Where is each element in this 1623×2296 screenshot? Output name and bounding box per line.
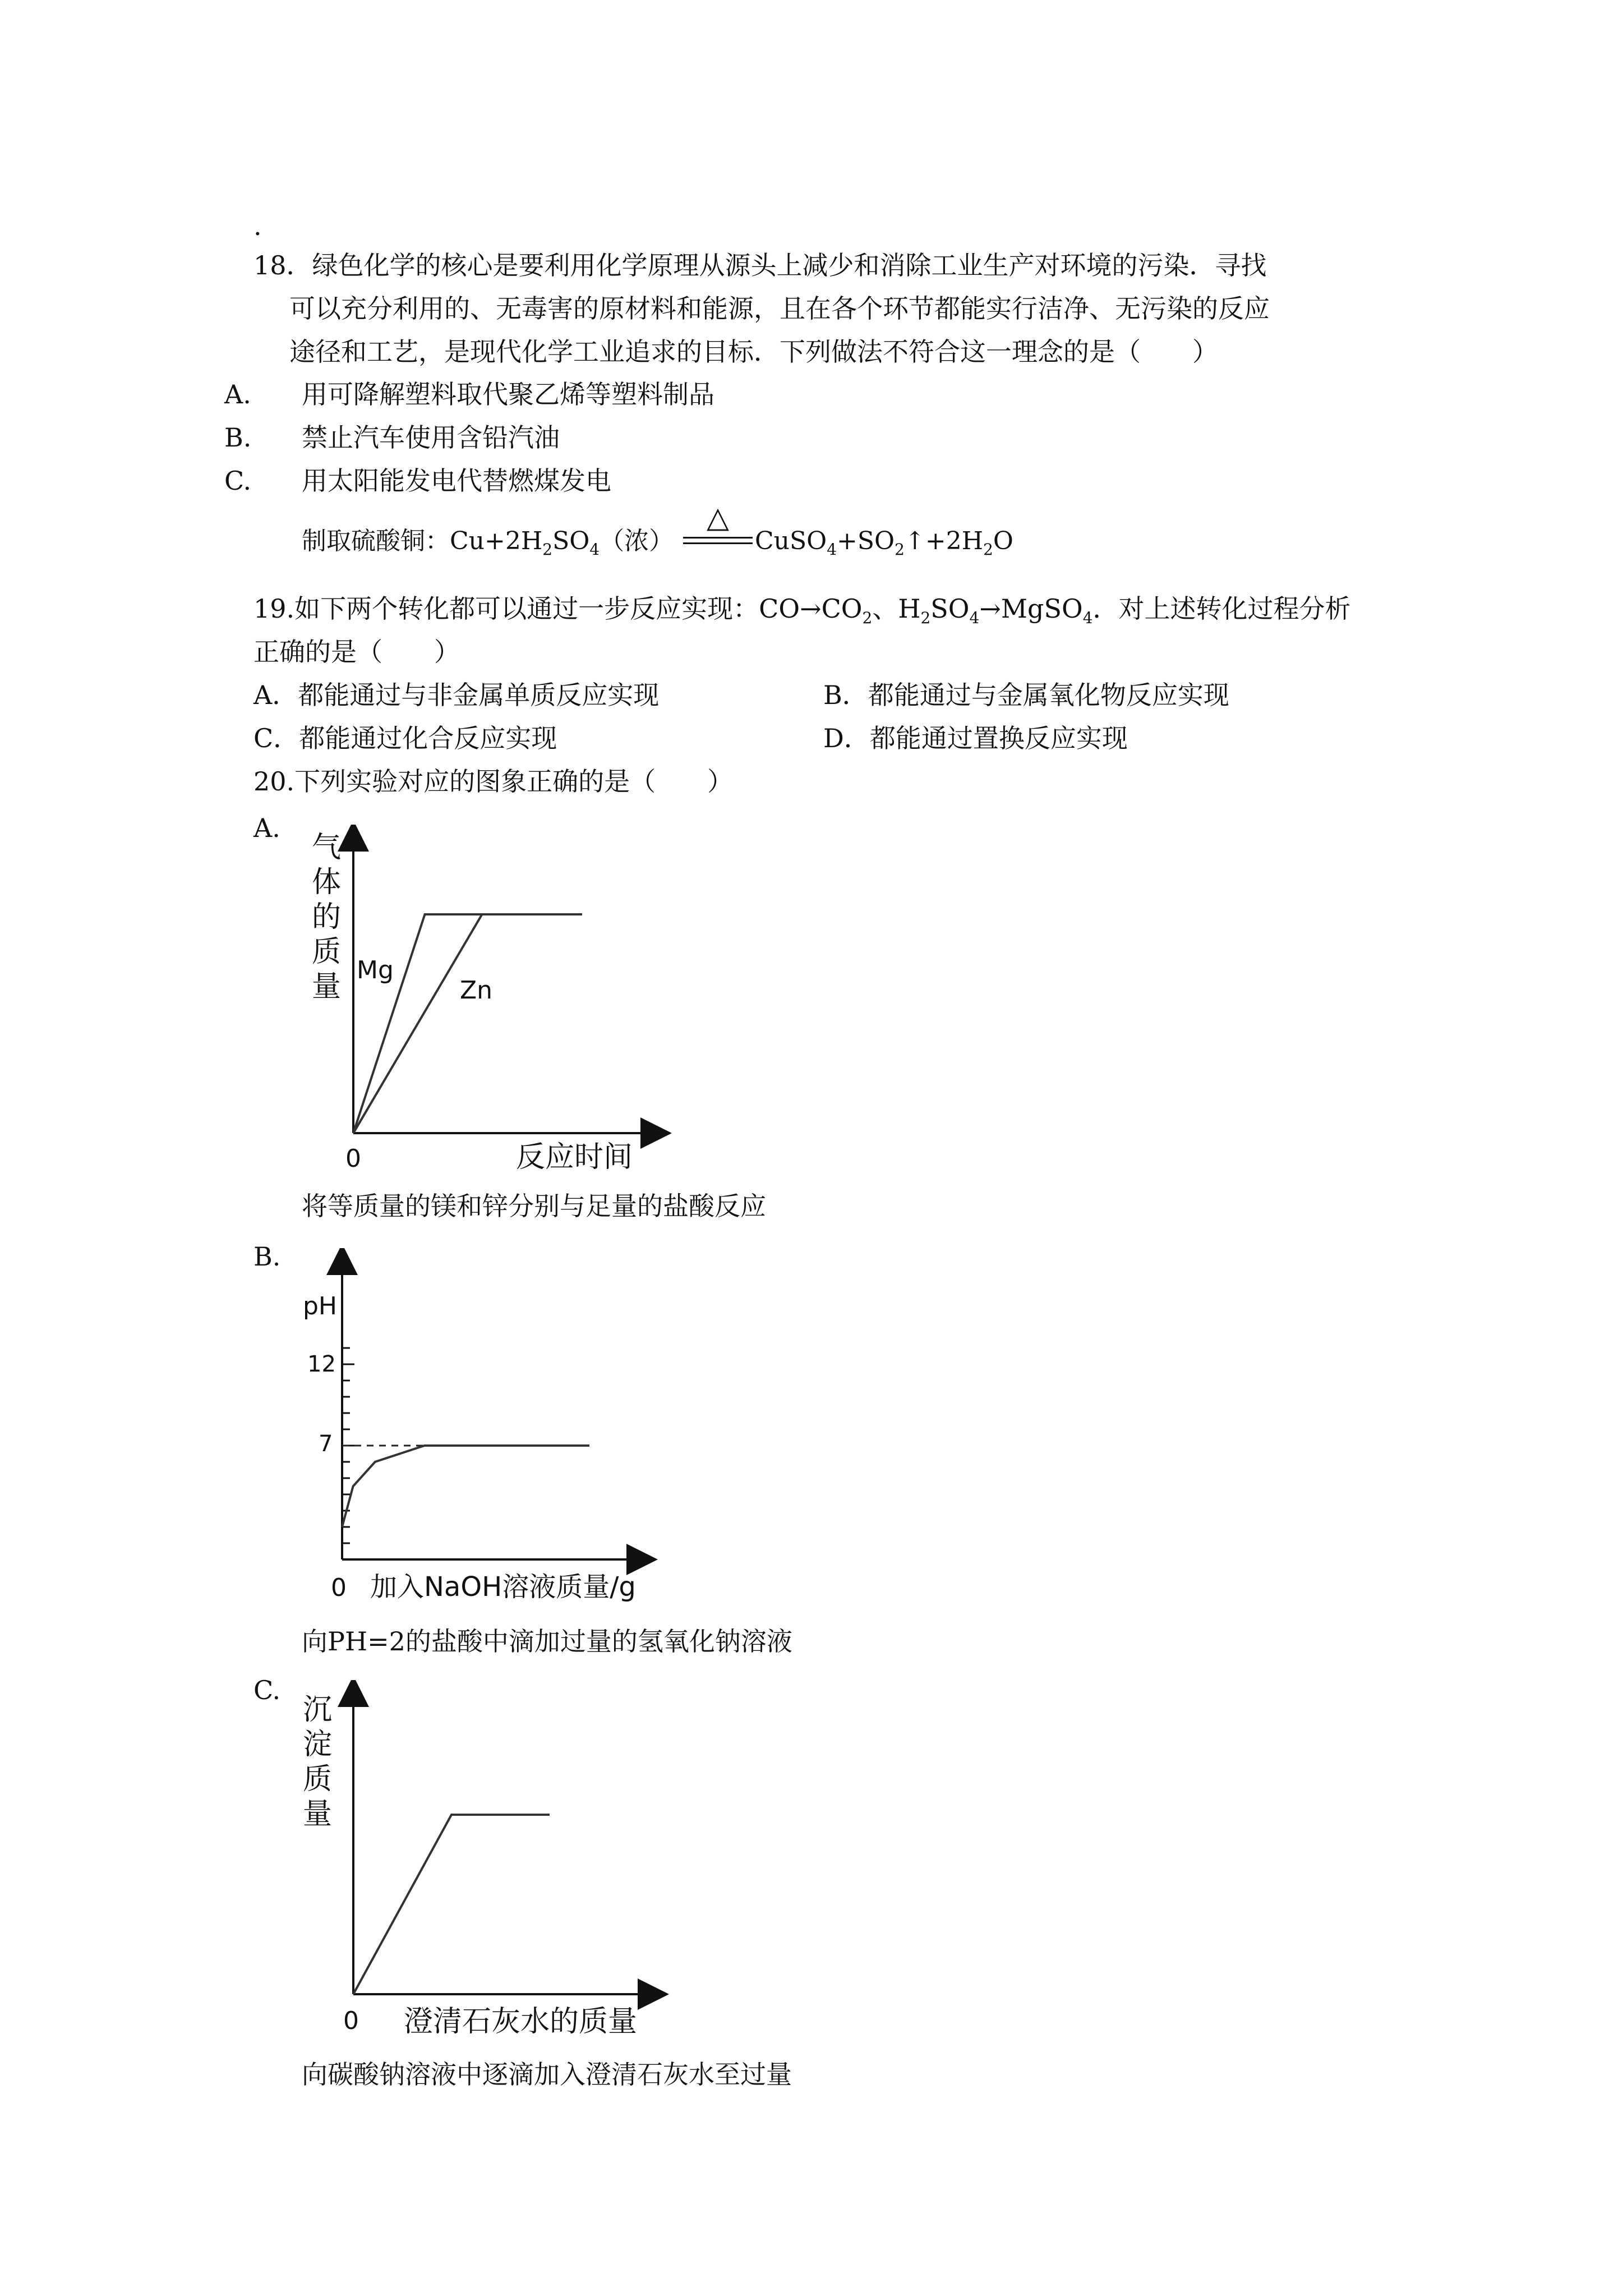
q18-equation-condition [679,502,757,558]
q19-option-c [253,717,557,760]
graph-c-ylabel-char-3: 质 [303,1763,333,1796]
graph-a-ylabel-char-5: 量 [312,970,342,1004]
q19-option-a-letter: A． [253,680,298,710]
q19-option-a-text: 都能通过与非金属单质反应实现 [298,680,660,710]
graph-a-series-zn-label: Zn [460,976,493,1005]
q18-option-b-letter: B. [224,422,252,453]
graph-c-ylabel-char-2: 淀 [303,1728,333,1761]
graph-a-series-mg-line [353,914,582,1133]
graph-c-ylabel-char-1: 沉 [303,1693,333,1727]
graph-b-ylabel: pH [303,1292,338,1320]
equals-line-bottom [683,542,753,544]
q18-option-a-letter: A. [224,379,251,409]
graph-b-xlabel: 加入NaOH溶液质量/g [370,1571,636,1603]
q19-option-c-text: 都能通过化合反应实现 [299,723,557,753]
q18-option-b-text: 禁止汽车使用含铅汽油 [302,422,560,453]
q18-equation-left: 制取硫酸铜：$Cu+2H_2SO_4$（浓） [302,527,674,559]
q20-option-a-letter: A. [253,813,280,843]
graph-a-xlabel: 反应时间 [516,1140,633,1174]
heat-triangle-icon: △ [707,501,729,535]
graph-c [292,1680,695,2050]
q19-option-d-text: 都能通过置换反应实现 [869,723,1128,753]
graph-a [292,825,695,1189]
q19-option-a [253,674,659,716]
graph-b-series-line [342,1446,589,1527]
q18-equation-right: $CuSO_4+SO_2↑+2H_2O$ [755,527,1013,559]
q19-option-d [823,717,1128,760]
q19-stem-line1: 19.如下两个转化都可以通过一步反应实现：$CO\to CO_2$、$H_2SO_4\to MgSO_4$．对上述转化过程分析 [253,593,1351,628]
page-dot: . [253,211,262,241]
q18-stem-line3: 途径和工艺，是现代化学工业追求的目标．下列做法不符合这一理念的是（ ） [289,337,1218,367]
q19-option-b [823,674,1229,716]
q19-option-b-letter: B． [823,680,868,710]
graph-b [292,1248,695,1607]
q20-option-c-letter: C. [253,1675,281,1705]
graph-a-ylabel-char-4: 质 [312,935,342,969]
q19-option-d-letter: D． [823,723,870,753]
q19-option-b-text: 都能通过与金属氧化物反应实现 [868,680,1229,710]
graph-a-ylabel-char-2: 体 [312,866,342,899]
q19-stem-line2: 正确的是（ ） [253,637,460,667]
graph-b-origin-label: 0 [331,1573,347,1602]
equals-line-top [683,537,753,539]
graph-b-caption: 向PH=2的盐酸中滴加过量的氢氧化钠溶液 [302,1626,792,1657]
q18-option-c-letter: C. [224,466,252,496]
graph-a-series-zn-line [353,914,582,1133]
q18-stem-line1: 18．绿色化学的核心是要利用化学原理从源头上减少和消除工业生产对环境的污染．寻找 [253,250,1267,280]
graph-b-ytick-12: 12 [307,1351,336,1377]
graph-a-series-mg-label: Mg [357,956,394,984]
q18-option-c-text: 用太阳能发电代替燃煤发电 [302,466,611,496]
graph-a-origin-label: 0 [345,1144,361,1173]
graph-c-series-line [353,1815,550,1994]
graph-c-caption: 向碳酸钠溶液中逐滴加入澄清石灰水至过量 [302,2059,792,2090]
graph-c-origin-label: 0 [343,2007,359,2035]
graph-c-xlabel: 澄清石灰水的质量 [404,2005,638,2039]
q20-stem: 20.下列实验对应的图象正确的是（ ） [253,766,734,797]
q18-option-a-text: 用可降解塑料取代聚乙烯等塑料制品 [302,379,714,409]
graph-b-ytick-7: 7 [319,1431,333,1457]
q20-option-b-letter: B. [253,1241,281,1272]
graph-a-ylabel-char-3: 的 [312,900,342,934]
graph-a-ylabel-char-1: 气 [312,831,342,864]
q19-option-c-letter: C． [253,723,299,753]
graph-a-caption: 将等质量的镁和锌分别与足量的盐酸反应 [302,1191,766,1221]
graph-c-ylabel-char-4: 量 [303,1797,333,1831]
q18-stem-line2: 可以充分利用的、无毒害的原材料和能源，且在各个环节都能实行洁净、无污染的反应 [289,293,1270,324]
